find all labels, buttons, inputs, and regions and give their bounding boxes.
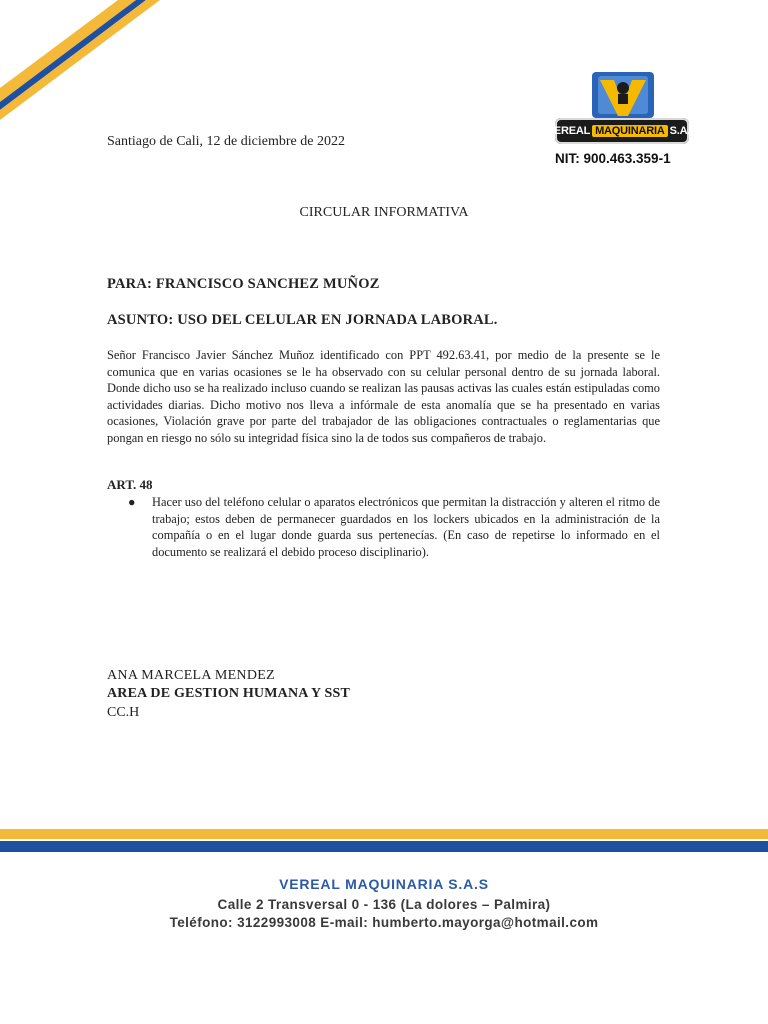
footer-band-blue xyxy=(0,841,768,852)
article-heading: ART. 48 xyxy=(107,477,153,492)
footer-band-yellow xyxy=(0,829,768,839)
logo-wordmark xyxy=(546,118,698,144)
article-bullet-list xyxy=(107,494,660,560)
list-item xyxy=(107,494,660,560)
footer-contact: Teléfono: 3122993008 E-mail: humberto.mayorga@hotmail.com xyxy=(169,915,599,930)
letter-body: Señor Francisco Javier Sánchez Muñoz identificado con PPT 492.63.41, por medio de la presente se le comunica que en varias ocasiones se le ha observado con su celular personal dentro de su jornada laboral. Donde dicho uso se ha realizado incluso cuando se realizan las pausas activas las cuales están estipuladas como actividades diarias. Dicho motivo nos lleva a infórmale de esta anomalía que se ha presentado en varias ocasiones, Violación grave por parte del trabajador de las obligaciones contractuales o reglamentarias que pongan en riesgo no sólo su integridad física sino la de todos sus compañeros de trabajo. xyxy=(107,348,660,445)
signer-name: ANA MARCELA MENDEZ xyxy=(107,668,275,683)
footer-address: Calle 2 Transversal 0 - 136 (La dolores – Palmira) xyxy=(217,897,551,912)
signer-area: AREA DE GESTION HUMANA Y SST xyxy=(107,686,350,701)
document-title: CIRCULAR INFORMATIVA xyxy=(299,205,469,220)
corner-decorative-stripes xyxy=(0,0,170,120)
bullet-icon: ● xyxy=(128,495,136,509)
subject-line: ASUNTO: USO DEL CELULAR EN JORNADA LABORAL. xyxy=(107,312,498,328)
date-line: Santiago de Cali, 12 de diciembre de 2022 xyxy=(107,134,345,149)
recipient-line: PARA: FRANCISCO SANCHEZ MUÑOZ xyxy=(107,276,380,292)
logo-brand-text: VEREAL xyxy=(546,125,591,137)
signer-cc: CC.H xyxy=(107,705,140,720)
nit-number: NIT: 900.463.359-1 xyxy=(555,151,671,166)
logo-suffix-text: S.A.S xyxy=(669,125,698,137)
footer xyxy=(0,876,768,933)
logo-highlight-text: MAQUINARIA xyxy=(592,125,668,137)
bullet-text: Hacer uso del teléfono celular o aparatos electrónicos que permitan la distracción y alteren el ritmo de trabajo; estos deben de permanecer guardados en los lockers ubicados en la administración de la compañía o en el lugar donde guarda sus pertenecías. (En caso de repetirse lo informado en el documento se realizará el debido proceso disciplinario). xyxy=(152,495,660,559)
footer-company-name: VEREAL MAQUINARIA S.A.S xyxy=(279,876,489,892)
